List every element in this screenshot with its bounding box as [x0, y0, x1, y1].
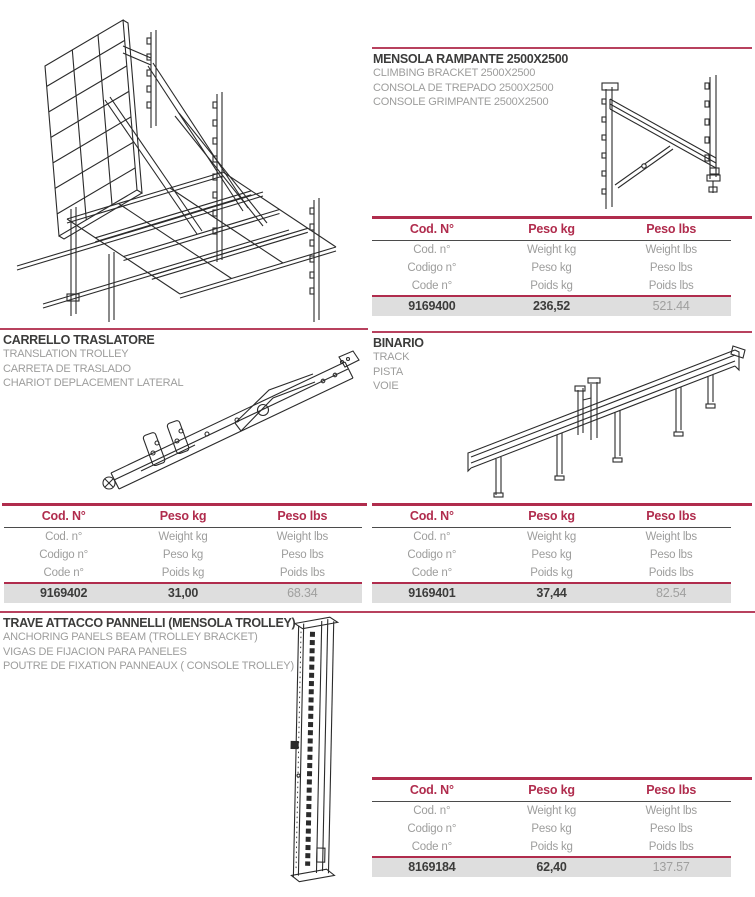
table-header-row	[372, 219, 731, 241]
subheader-cell: Weight lbs	[645, 804, 697, 817]
col-header-lbs: Peso lbs	[646, 221, 697, 236]
table-subheader-row	[372, 802, 731, 820]
table-subheader-row	[4, 564, 362, 582]
subheader-cell: Weight kg	[526, 243, 577, 256]
table-subheader-row	[372, 546, 731, 564]
subheader-cell: Poids lbs	[648, 566, 694, 579]
subheader-cell: Code n°	[411, 840, 452, 853]
subheader-cell: Codigo n°	[407, 822, 457, 835]
subheader-cell: Poids lbs	[279, 566, 325, 579]
subheader-cell: Poids kg	[161, 566, 205, 579]
table-subheader-row	[372, 820, 731, 838]
subheader-cell: Poids kg	[530, 840, 573, 853]
climbing-system-assembly-drawing	[5, 4, 365, 326]
col-header-code: Cod. N°	[409, 508, 454, 523]
col-header-lbs: Peso lbs	[646, 782, 697, 797]
subheader-cell: Weight lbs	[645, 530, 697, 543]
col-header-kg: Peso kg	[528, 508, 575, 523]
subheader-cell: Poids lbs	[648, 279, 694, 292]
subheader-cell: Weight lbs	[645, 243, 697, 256]
weight-kg-value: 31,00	[167, 585, 199, 600]
product-code: 9169400	[408, 298, 456, 313]
col-header-kg: Peso kg	[528, 782, 575, 797]
track-rail-drawing-svg	[463, 340, 753, 498]
table-subheader-row	[372, 259, 731, 277]
section-subtitle-en: TRANSLATION TROLLEY	[3, 348, 129, 360]
table-data-row	[372, 582, 731, 603]
table-header-row	[372, 780, 731, 802]
subheader-cell: Peso lbs	[649, 261, 693, 274]
subheader-cell: Weight lbs	[276, 530, 329, 543]
section-title-binario: BINARIO	[373, 336, 424, 350]
col-header-kg: Peso kg	[528, 221, 575, 236]
section-subtitle-es: CARRETA DE TRASLADO	[3, 362, 131, 375]
section-subtitle-fr: CONSOLE GRIMPANTE 2500X2500	[373, 96, 549, 108]
weight-table-binario	[372, 506, 731, 603]
table-subheader-row	[4, 546, 362, 564]
product-code: 8169184	[408, 859, 456, 874]
track-rail-drawing	[463, 340, 753, 498]
table-data-row	[4, 582, 362, 603]
section-subtitle-fr: POUTRE DE FIXATION PANNEAUX ( CONSOLE TROLLEY)	[3, 660, 294, 672]
weight-lbs-value: 521.44	[652, 298, 690, 313]
perforated-beam-drawing-svg	[283, 616, 353, 888]
weight-kg-value: 62,40	[536, 859, 567, 874]
table-subheader-row	[372, 838, 731, 856]
table-subheader-row	[372, 564, 731, 582]
table-subheader-row	[4, 528, 362, 546]
translation-trolley-drawing	[95, 333, 370, 501]
subheader-cell: Cod. n°	[413, 804, 451, 817]
section-subtitle-en: CLIMBING BRACKET 2500X2500	[373, 67, 536, 79]
section-subtitle-es: VIGAS DE FIJACION PARA PANELES	[3, 645, 187, 658]
section-subtitle-en: ANCHORING PANELS BEAM (TROLLEY BRACKET)	[3, 631, 258, 643]
table-subheader-row	[372, 241, 731, 259]
col-header-lbs: Peso lbs	[277, 508, 328, 523]
col-header-code: Cod. N°	[409, 221, 454, 236]
perforated-beam-drawing	[283, 616, 353, 888]
subheader-cell: Codigo n°	[407, 261, 457, 274]
subheader-cell: Peso kg	[531, 822, 572, 835]
subheader-cell: Weight kg	[526, 804, 577, 817]
subheader-cell: Cod. n°	[413, 243, 451, 256]
table-data-row	[372, 856, 731, 877]
section-divider-binario	[372, 331, 752, 333]
subheader-cell: Poids lbs	[648, 840, 694, 853]
subheader-cell: Peso lbs	[649, 822, 693, 835]
weight-table-carrello	[4, 506, 362, 603]
weight-lbs-value: 137.57	[652, 859, 690, 874]
subheader-cell: Weight kg	[526, 530, 577, 543]
subheader-cell: Cod. n°	[45, 530, 83, 543]
table-data-row	[372, 295, 731, 316]
subheader-cell: Weight kg	[158, 530, 208, 543]
translation-trolley-drawing-svg	[95, 333, 370, 501]
section-title-carrello: CARRELLO TRASLATORE	[3, 333, 155, 347]
weight-lbs-value: 68.34	[287, 585, 318, 600]
weight-lbs-value: 82.54	[656, 585, 687, 600]
subheader-cell: Peso kg	[162, 548, 204, 561]
subheader-cell: Codigo n°	[407, 548, 457, 561]
section-subtitle-es: PISTA	[373, 365, 403, 378]
subheader-cell: Peso lbs	[649, 548, 693, 561]
col-header-lbs: Peso lbs	[646, 508, 697, 523]
section-header-binario	[373, 336, 424, 394]
subheader-cell: Poids kg	[530, 279, 573, 292]
subheader-cell: Code n°	[411, 566, 452, 579]
table-header-row	[4, 506, 362, 528]
section-subtitle-es: CONSOLA DE TREPADO 2500X2500	[373, 81, 554, 94]
product-code: 9169401	[408, 585, 456, 600]
section-header-trave	[3, 616, 295, 674]
subheader-cell: Cod. n°	[413, 530, 451, 543]
table-subheader-row	[372, 528, 731, 546]
subheader-cell: Code n°	[43, 566, 84, 579]
climbing-bracket-drawing	[580, 75, 755, 220]
section-divider-trave	[0, 611, 755, 613]
product-code: 9169402	[40, 585, 88, 600]
section-divider-mensola	[372, 47, 752, 49]
section-divider-carrello	[0, 328, 368, 330]
weight-table-trave	[372, 780, 731, 877]
section-subtitle-en: TRACK	[373, 351, 410, 363]
section-subtitle-fr: CHARIOT DEPLACEMENT LATERAL	[3, 377, 184, 389]
section-subtitle-fr: VOIE	[373, 380, 399, 392]
subheader-cell: Poids kg	[530, 566, 573, 579]
weight-table-mensola	[372, 219, 731, 316]
col-header-kg: Peso kg	[159, 508, 207, 523]
table-subheader-row	[372, 277, 731, 295]
section-title-mensola: MENSOLA RAMPANTE 2500X2500	[373, 52, 569, 66]
climbing-bracket-drawing-svg	[580, 75, 755, 220]
col-header-code: Cod. N°	[41, 508, 86, 523]
weight-kg-value: 37,44	[536, 585, 567, 600]
subheader-cell: Peso lbs	[281, 548, 324, 561]
section-title-trave: TRAVE ATTACCO PANNELLI (MENSOLA TROLLEY)	[3, 616, 296, 630]
subheader-cell: Peso kg	[531, 261, 572, 274]
table-header-row	[372, 506, 731, 528]
subheader-cell: Peso kg	[531, 548, 572, 561]
col-header-code: Cod. N°	[409, 782, 454, 797]
subheader-cell: Code n°	[411, 279, 452, 292]
subheader-cell: Codigo n°	[39, 548, 89, 561]
section-header-mensola	[373, 52, 568, 110]
weight-kg-value: 236,52	[532, 298, 571, 313]
climbing-system-assembly-drawing-svg	[5, 4, 365, 326]
